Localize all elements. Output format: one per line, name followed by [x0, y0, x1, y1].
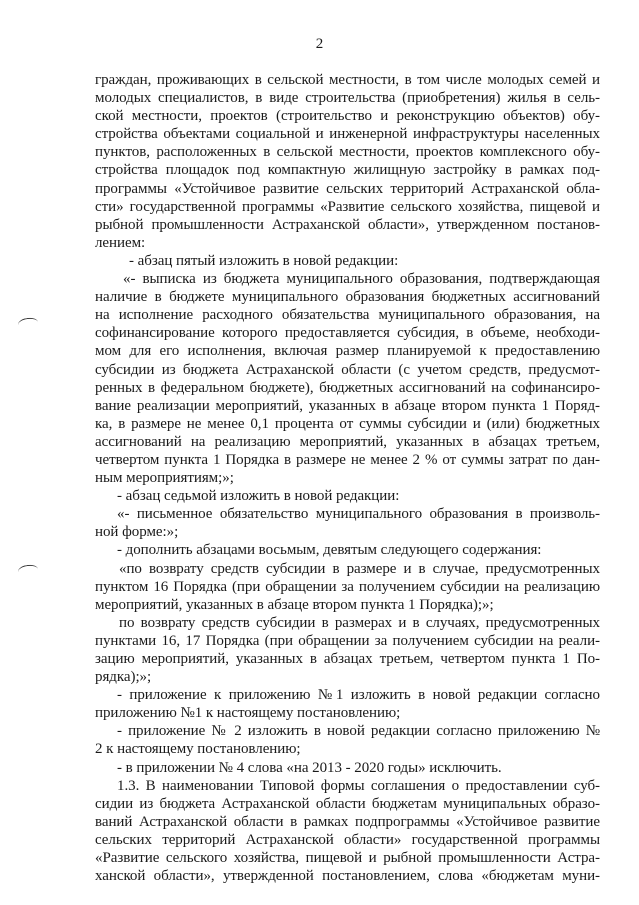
margin-mark	[17, 564, 38, 578]
text-line: - приложение № 2 изложить в новой редакции согласно приложению №	[117, 723, 600, 740]
text-line: наличие в бюджете муниципального образования бюджетных ассигнований	[95, 289, 600, 306]
text-line: - абзац седьмой изложить в новой редакции:	[117, 488, 400, 505]
text-line: вание реализации мероприятий, указанных в абзаце втором пункта 1 Поряд-	[95, 397, 600, 414]
text-line: «- письменное обязательство муниципального образования в произволь-	[117, 506, 600, 523]
text-line: ной форме:»;	[95, 524, 179, 541]
text-line: «- выписка из бюджета муниципального образования, подтверждающая	[123, 271, 600, 288]
text-line: субсидии из бюджета Астраханской области (с учетом средств, предусмот-	[95, 361, 600, 378]
text-line: ханской области», утвержденной постановлением, слова «бюджетам муни-	[95, 868, 600, 885]
text-line: рыбной промышленности Астраханской области», утвержденном постанов-	[95, 216, 600, 233]
text-line: мероприятий, указанных в абзаце втором пункта 1 Порядка);»;	[95, 596, 494, 613]
text-line: по возврату средств субсидии в размерах и в случаях, предусмотренных	[119, 614, 600, 631]
text-line: граждан, проживающих в сельской местности, в том числе молодых семей и	[95, 72, 600, 88]
text-line: приложению №1 к настоящему постановлению;	[95, 705, 401, 722]
text-line: лением:	[95, 234, 146, 251]
text-line: программы «Устойчивое развитие сельских территорий Астраханской обла-	[95, 180, 600, 197]
text-line: софинансирование которого предоставляется субсидия, в объеме, необходи-	[95, 325, 600, 342]
text-line: пунктов, расположенных в сельской местности, проектов комплексного обу-	[95, 144, 600, 161]
page-number: 2	[315, 36, 324, 52]
margin-mark	[17, 317, 38, 331]
text-line: сти» государственной программы «Развитие сельского хозяйства, пищевой и	[95, 198, 600, 215]
text-line: мом для его исполнения, включая размер планируемой к предоставлению	[95, 343, 600, 360]
text-line: сельских территорий Астраханской области» государственной программы	[95, 831, 600, 848]
text-line: стройства площадок под компактную жилищную застройку в рамках под-	[95, 162, 600, 179]
text-line: стройства объектами социальной и инженерной инфраструктуры населенных	[95, 126, 600, 143]
text-line: рядка);»;	[95, 669, 152, 686]
text-line: ка, в размере не менее 0,1 процента от суммы субсидии и (или) бюджетных	[95, 415, 600, 432]
text-line: ассигнований на реализацию мероприятий, указанных в абзацах третьем,	[95, 433, 600, 450]
text-line: ваний Астраханской области в рамках подпрограммы «Устойчивое развитие	[95, 813, 600, 830]
text-line: молодых специалистов, в виде строительства (приобретения) жилья в сель-	[95, 90, 600, 107]
text-line: 1.3. В наименовании Типовой формы соглашения о предоставлении суб-	[117, 777, 600, 794]
text-line: на исполнение расходного обязательства муниципального образования, на	[95, 307, 600, 324]
text-line: ренных в федеральном бюджете), бюджетных ассигнований на софинансиро-	[95, 379, 600, 396]
text-line: - абзац пятый изложить в новой редакции:	[129, 252, 399, 269]
text-line: ным мероприятиям;»;	[95, 470, 234, 487]
text-line: - в приложении № 4 слова «на 2013 - 2020 годы» исключить.	[117, 759, 502, 776]
text-line: пунктами 16, 17 Порядка (при обращении за получением субсидии на реали-	[95, 632, 600, 649]
text-line: сидии из бюджета Астраханской области бюджетам муниципальных образо-	[95, 795, 600, 812]
text-line: «Развитие сельского хозяйства, пищевой и рыбной промышленности Астра-	[95, 850, 600, 867]
text-line: - дополнить абзацами восьмым, девятым следующего содержания:	[117, 542, 542, 559]
text-line: пунктом 16 Порядка (при обращении за получением субсидии на реализацию	[95, 578, 600, 595]
text-line: 2 к настоящему постановлению;	[95, 741, 301, 758]
text-line: «по возврату средств субсидии в размере и в случае, предусмотренных	[119, 560, 600, 577]
text-line: - приложение к приложению №1 изложить в новой редакции согласно	[117, 687, 600, 704]
text-line: четвертом пункта 1 Порядка в размере не менее 2 % от суммы затрат по дан-	[95, 451, 600, 468]
text-line: ской местности, проектов (строительство и реконструкцию объектов) обу-	[95, 108, 600, 125]
text-line: зацию мероприятий, указанных в абзацах третьем, четвертом пункта 1 По-	[95, 651, 600, 667]
document-body	[95, 71, 600, 885]
